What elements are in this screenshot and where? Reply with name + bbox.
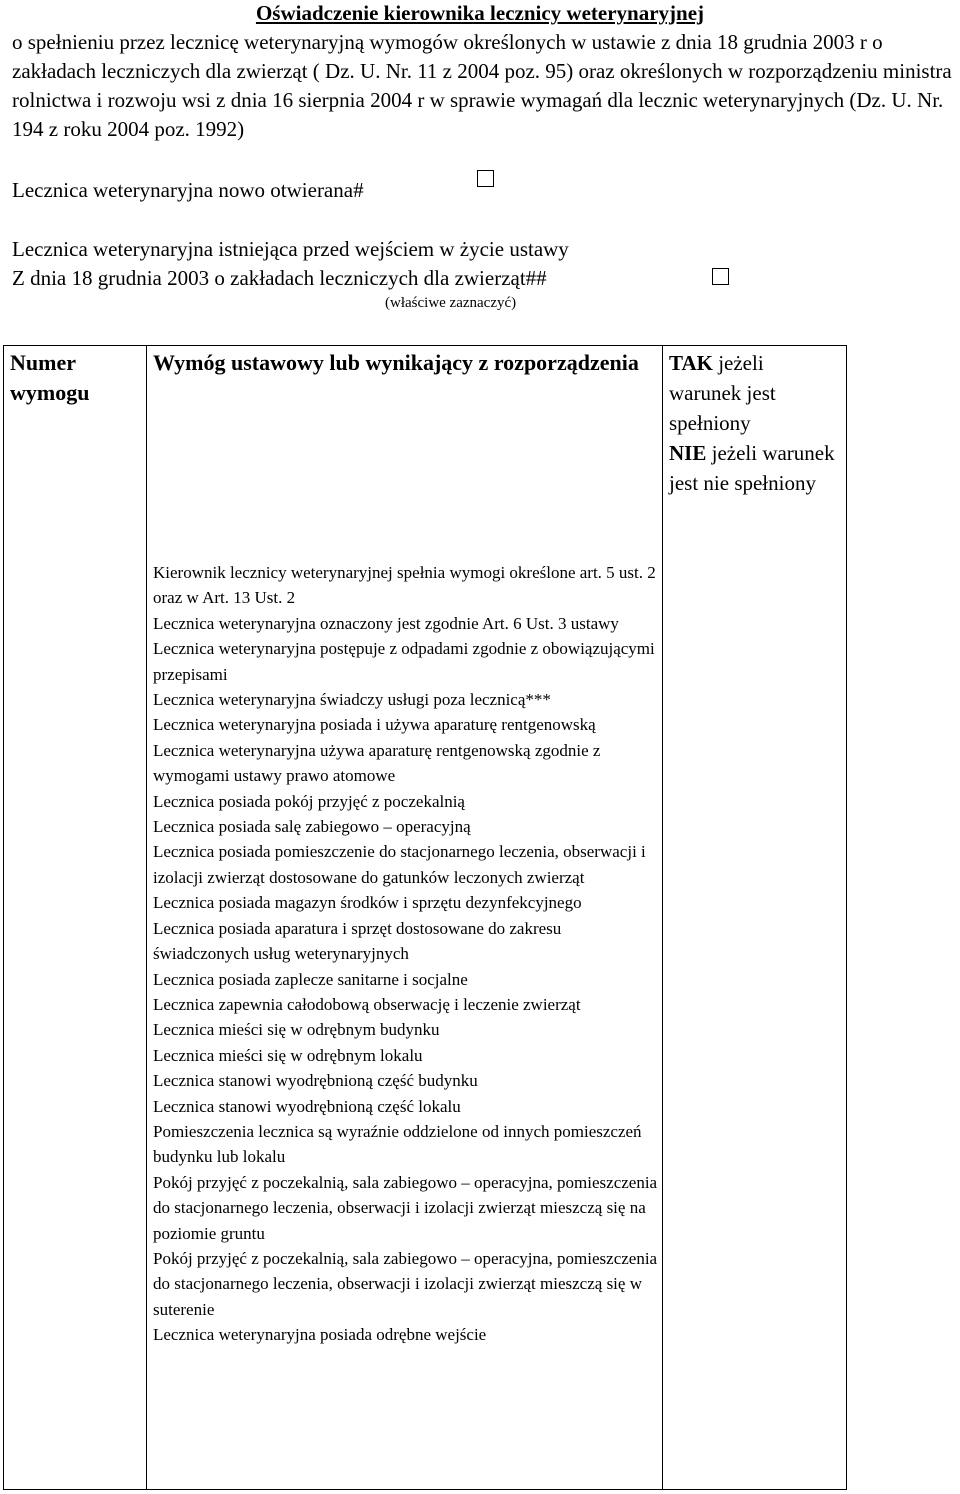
option-existing-label-line2: Z dnia 18 grudnia 2003 o zakładach leczniczych dla zwierząt##	[12, 266, 547, 290]
requirement-item: Pomieszczenia lecznica są wyraźnie oddzielone od innych pomieszczeń budynku lub lokalu	[153, 1121, 642, 1167]
requirement-item: Lecznica posiada magazyn środków i sprzętu dezynfekcyjnego	[153, 893, 582, 913]
tak-text: jeżeli warunek jest spełniony	[669, 351, 776, 435]
requirement-item: Lecznica posiada aparatura i sprzęt dostosowane do zakresu świadczonych usług weterynaryjnych	[153, 918, 562, 964]
requirement-item: Lecznica posiada pokój przyjęć z poczekalnią	[153, 791, 465, 811]
tak-label: TAK	[669, 351, 713, 375]
requirement-item: Lecznica zapewnia całodobową obserwację i leczenie zwierząt	[153, 994, 581, 1014]
nie-label: NIE	[669, 441, 707, 465]
intro-paragraph: o spełnieniu przez lecznicę weterynaryjną wymogów określonych w ustawie z dnia 18 grudnia 2003 r o zakładach leczniczych dla zwierząt ( Dz. U. Nr. 11 z 2004 poz. 95) oraz określonych w rozporządzeniu ministra rolnictwa i rozwoju wsi z dnia 16 sierpnia 2004 r w sprawie wymagań dla lecznic weterynaryjnych (Dz. U. Nr. 194 z roku 2004 poz. 1992)	[12, 30, 952, 141]
requirement-item: Lecznica stanowi wyodrębnioną część budynku	[153, 1071, 478, 1091]
requirement-item: Lecznica weterynaryjna używa aparaturę rentgenowską zgodnie z wymogami ustawy prawo atomowe	[153, 740, 601, 786]
requirement-item: Lecznica posiada zaplecze sanitarne i socjalne	[153, 969, 468, 989]
requirement-item: Lecznica stanowi wyodrębnioną część lokalu	[153, 1096, 461, 1116]
requirement-item: Lecznica weterynaryjna oznaczony jest zgodnie Art. 6 Ust. 3 ustawy	[153, 613, 619, 633]
requirement-item: Pokój przyjęć z poczekalnią, sala zabiegowo – operacyjna, pomieszczenia do stacjonarnego leczenia, obserwacji i izolacji zwierząt mieszczą się w suterenie	[153, 1248, 658, 1319]
requirement-item: Lecznica posiada pomieszczenie do stacjonarnego leczenia, obserwacji i izolacji zwierząt dostosowane do gatunków leczonych zwierząt	[153, 842, 646, 887]
requirements-list	[147, 378, 662, 1348]
requirement-item: Lecznica mieści się w odrębnym budynku	[153, 1020, 440, 1040]
requirement-item: Pokój przyjęć z poczekalnią, sala zabiegowo – operacyjna, pomieszczenia do stacjonarnego leczenia, obserwacji i izolacji zwierząt mieszczą się na poziomie gruntu	[153, 1172, 658, 1243]
header-number: Numer wymogu	[10, 350, 90, 405]
requirement-item: Lecznica weterynaryjna posiada i używa aparaturę rentgenowską	[153, 715, 596, 735]
option-new-checkbox[interactable]	[477, 170, 494, 187]
column-number	[4, 346, 147, 1490]
document-title: Oświadczenie kierownika lecznicy weterynaryjnej	[255, 1, 705, 25]
requirement-item: Lecznica weterynaryjna posiada odrębne wejście	[153, 1325, 487, 1345]
requirement-item: Lecznica weterynaryjna postępuje z odpadami zgodnie z obowiązującymi przepisami	[153, 639, 655, 684]
header-status	[663, 346, 846, 498]
nie-text: jeżeli warunek jest nie spełniony	[669, 441, 835, 495]
requirement-item: Lecznica mieści się w odrębnym lokalu	[153, 1045, 423, 1065]
header-requirement: Wymóg ustawowy lub wynikający z rozporządzenia	[153, 350, 639, 375]
column-requirement	[147, 346, 663, 1490]
requirements-table	[3, 345, 847, 1490]
requirement-item: Lecznica posiada salę zabiegowo – operacyjną	[153, 817, 471, 837]
option-new-label: Lecznica weterynaryjna nowo otwierana#	[12, 178, 364, 202]
column-status[interactable]	[663, 346, 847, 1490]
option-existing-label-line1: Lecznica weterynaryjna istniejąca przed wejściem w życie ustawy	[12, 237, 569, 261]
requirement-item: Lecznica weterynaryjna świadczy usługi poza lecznicą***	[153, 690, 551, 710]
table-row	[4, 346, 847, 1490]
mark-note: (właściwe zaznaczyć)	[385, 295, 517, 311]
requirement-item: Kierownik lecznicy weterynaryjnej spełnia wymogi określone art. 5 ust. 2 oraz w Art. 13 Ust. 2	[153, 563, 656, 608]
option-existing-checkbox[interactable]	[712, 268, 729, 285]
